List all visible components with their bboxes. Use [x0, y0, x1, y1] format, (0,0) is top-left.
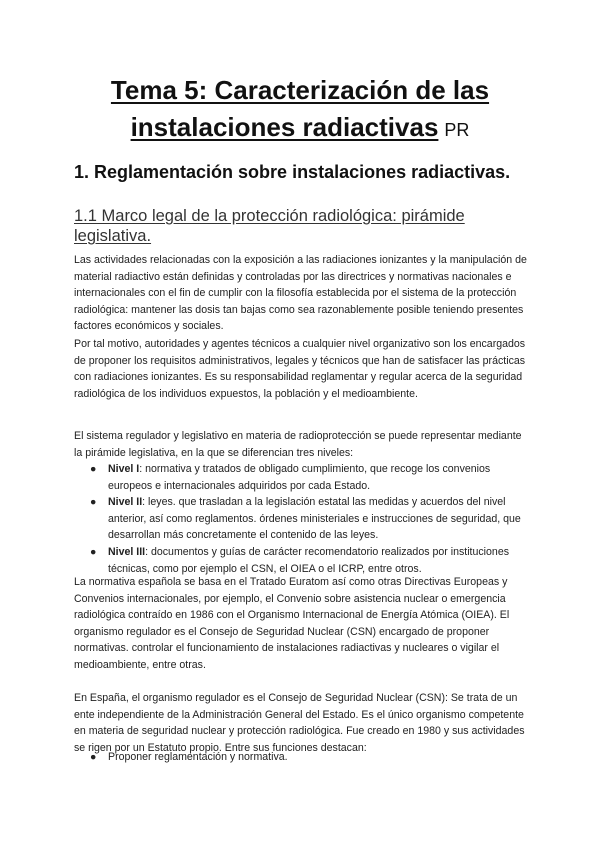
level-text: : leyes. que trasladan a la legislación estatal las medidas y acuerdos del nivel anterior, así como reglamentos. órdenes ministeriales e instrucciones de seguridad, que desarrollan más concretamente el contenido de las leyes.	[108, 496, 521, 542]
level-label: Nivel II	[108, 496, 143, 509]
level-label: Nivel III	[108, 545, 146, 558]
level-text: : documentos y guías de carácter recomendatorio realizados por instituciones técnicas, como por ejemplo el CSN, el OIEA o el ICRP, entre otros.	[108, 545, 510, 575]
paragraph-csn: En España, el organismo regulador es el Consejo de Seguridad Nuclear (CSN): Se trata de un ente independiente de la Administración General del Estado. Es el único organismo competente en materia de seguridad nuclear y protección radiológica. Fue creado en 1980 y sus actividades se rigen por un Estatuto propio. Entre sus funciones destacan:	[74, 692, 525, 754]
bullet-icon: ●	[90, 751, 97, 763]
levels-list	[74, 461, 530, 577]
bullet-icon: ●	[90, 545, 97, 558]
list-item	[74, 749, 530, 766]
function-text: Proponer reglamentación y normativa.	[108, 751, 288, 763]
title-suffix: PR	[444, 120, 470, 140]
paragraph-intro: Las actividades relacionadas con la exposición a las radiaciones ionizantes y la manipulación de material radiactivo están definidas y controladas por las directrices y normativas nacionales e internacionales con el fin de cumplir con la filosofía establecida por el sistema de la protección radiológica: mantener las dosis tan bajas como sea razonablemente posible teniendo presentes factores económicos y sociales.	[74, 254, 527, 333]
section-heading: 1. Reglamentación sobre instalaciones radiactivas.	[74, 162, 511, 182]
bullet-icon: ●	[90, 463, 97, 475]
paragraph-spanish-regulation: La normativa española se basa en el Tratado Euratom así como otras Directivas Europeas y Convenios internacionales, por ejemplo, el Convenio sobre asistencia nuclear o emergencia radiológica contraído en 1986 con el Organismo Internacional de Energía Atómica (OIEA). El organismo regulador es el Consejo de Seguridad Nuclear (CSN) encargado de proponer normativas. controlar el funcionamiento de instalaciones radiactivas y nucleares o vigilar el medioambiente, entre otras.	[74, 576, 510, 671]
title-line-2: instalaciones radiactivas	[130, 112, 439, 142]
list-item	[74, 544, 530, 577]
list-item	[74, 494, 530, 544]
list-item	[74, 461, 530, 494]
title-line-1: Tema 5: Caracterización de las	[110, 75, 490, 105]
paragraph-authorities: Por tal motivo, autoridades y agentes técnicos a cualquier nivel organizativo son los encargados de proponer los requisitos administrativos, legales y técnicos que han de satisfacer las prácticas con radiaciones ionizantes. Es su responsabilidad reglamentar y regular acerca de la seguridad radiológica de los individuos expuestos, la población y el medioambiente.	[74, 338, 526, 400]
level-text: : normativa y tratados de obligado cumplimiento, que recoge los convenios europeos e internacionales adquiridos por cada Estado.	[108, 463, 491, 492]
level-label: Nivel I	[108, 463, 140, 475]
bullet-icon: ●	[90, 496, 97, 509]
functions-list	[74, 749, 530, 766]
document-title	[0, 72, 600, 149]
subsection-heading: 1.1 Marco legal de la protección radiológica: pirámide legislativa.	[74, 207, 465, 245]
paragraph-pyramid: El sistema regulador y legislativo en materia de radioprotección se puede representar mediante la pirámide legislativa, en la que se diferencian tres niveles:	[74, 430, 522, 459]
